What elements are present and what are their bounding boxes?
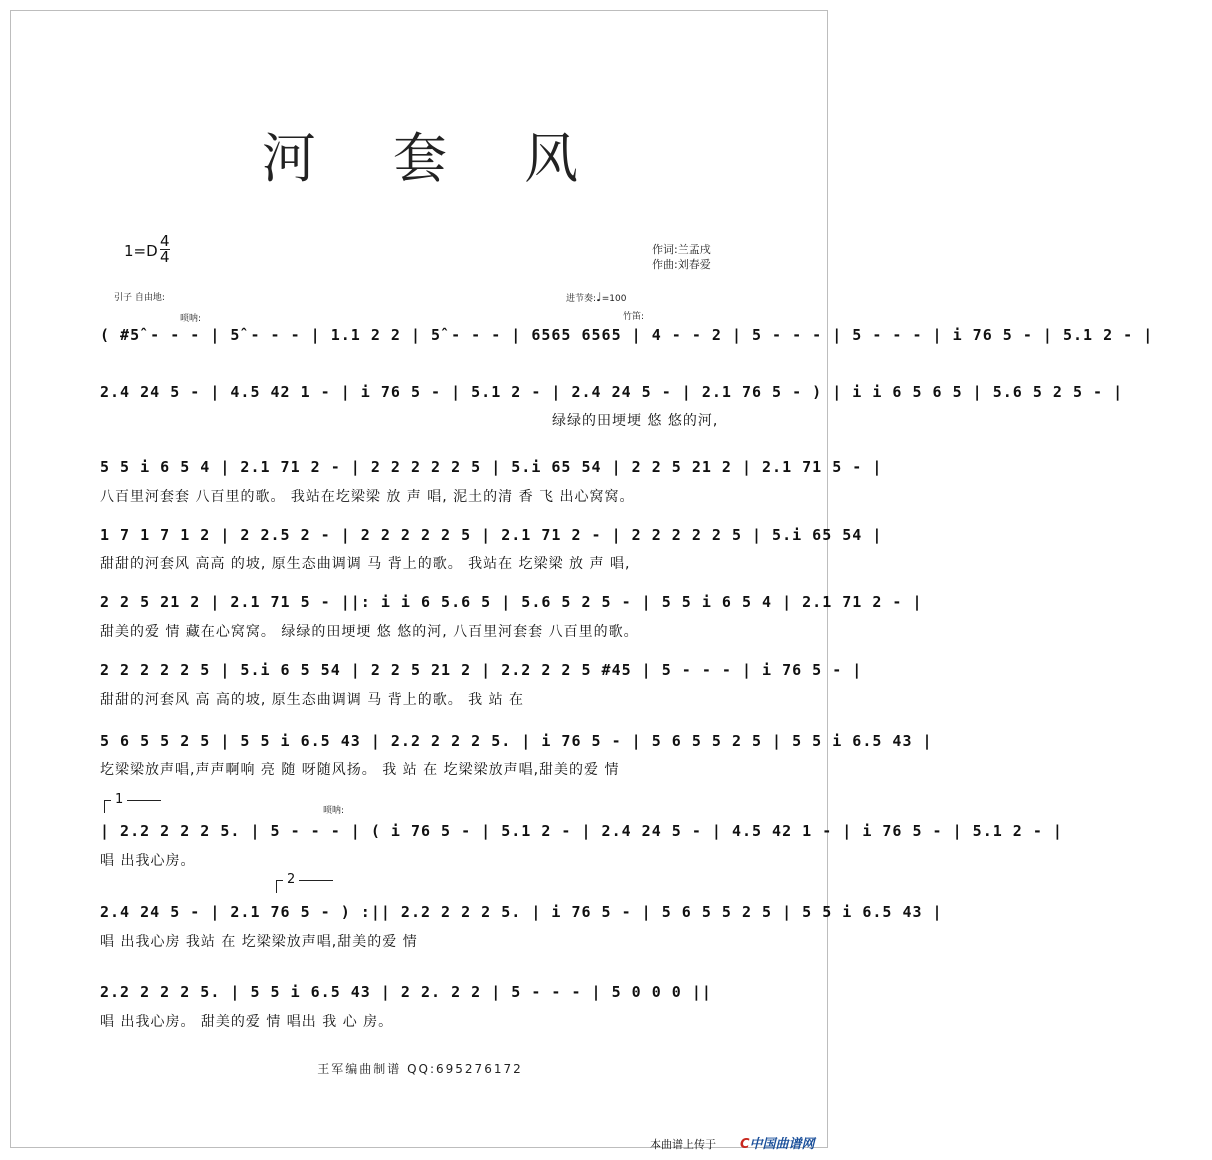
lyric-row-4: 甜甜的河套风 高高 的坡, 原生态曲调调 马 背上的歌。 我站在 圪梁梁 放 声 唱, <box>100 556 631 572</box>
site-logo[interactable] <box>740 1133 815 1152</box>
volta-2-bracket <box>276 872 333 893</box>
lyricist-credit: 作词:兰孟戌 <box>652 243 711 256</box>
volta-2-label: 2 <box>283 872 299 887</box>
notation-row-7: 5 6 5 5 2 5 | 5 5 i 6.5 43 | 2.2 2 2 2 5. | i 76 5 - | 5 6 5 5 2 5 | 5 5 i 6.5 43 | <box>100 732 933 750</box>
lyric-row-8: 唱 出我心房。 <box>100 853 196 869</box>
arranger-footer: 王军编曲制谱 QQ:695276172 <box>317 1062 523 1076</box>
tempo-text: 进节奏: <box>566 294 597 304</box>
notation-row-2: 2.4 24 5 - | 4.5 42 1 - | i 76 5 - | 5.1 2 - | 2.4 24 5 - | 2.1 76 5 - ) | i i 6 5 6 5 | 5.6 5 2 5 - | <box>100 383 1124 401</box>
lyric-row-10: 唱 出我心房。 甜美的爱 情 唱出 我 心 房。 <box>100 1014 394 1030</box>
notation-row-4: 1 7 1 7 1 2 | 2 2.5 2 - | 2 2 2 2 2 5 | 2.1 71 2 - | 2 2 2 2 2 5 | 5.i 65 54 | <box>100 526 883 544</box>
time-signature-top: 4 <box>160 232 170 250</box>
composer-credit: 作曲:刘春爱 <box>652 258 711 271</box>
tempo-value: =100 <box>601 294 627 304</box>
lyric-row-5: 甜美的爱 情 藏在心窝窝。 绿绿的田埂埂 悠 悠的河, 八百里河套套 八百里的歌。 <box>100 624 639 640</box>
notation-row-1: ( #5̂ - - - | 5̂ - - - | 1.1 2 2 | 5̂ - - - | 6565 6565 | 4 - - 2 | 5 - - - | 5 - - - | i 76 5 - | 5.1 2 - | <box>100 326 1154 344</box>
lyric-row-7: 圪梁梁放声唱,声声啊响 亮 随 呀随风扬。 我 站 在 圪梁梁放声唱,甜美的爱 情 <box>100 762 620 778</box>
suona-label-2: 唢呐: <box>323 806 345 816</box>
lyric-row-3: 八百里河套套 八百里的歌。 我站在圪梁梁 放 声 唱, 泥土的清 香 飞 出心窝窝。 <box>100 489 635 505</box>
song-title: 河 套 风 <box>261 127 609 190</box>
tempo-label <box>566 290 626 304</box>
suona-label: 唢呐: <box>180 314 202 324</box>
time-signature <box>160 234 170 265</box>
volta-1-bracket <box>104 792 161 813</box>
site-name: 中国曲谱网 <box>749 1137 815 1152</box>
intro-label: 引子 自由地: <box>114 293 165 303</box>
site-logo-icon: C <box>740 1137 750 1152</box>
lyric-row-9: 唱 出我心房 我站 在 圪梁梁放声唱,甜美的爱 情 <box>100 934 418 950</box>
notation-row-3: 5 5 i 6 5 4 | 2.1 71 2 - | 2 2 2 2 2 5 | 5.i 65 54 | 2 2 5 21 2 | 2.1 71 5 - | <box>100 458 883 476</box>
lyric-row-6: 甜甜的河套风 高 高的坡, 原生态曲调调 马 背上的歌。 我 站 在 <box>100 692 525 708</box>
notation-row-6: 2 2 2 2 2 5 | 5.i 6 5 54 | 2 2 5 21 2 | 2.2 2 2 5 #45 | 5 - - - | i 76 5 - | <box>100 661 863 679</box>
time-signature-bottom: 4 <box>160 248 170 266</box>
bamboo-flute-label: 竹笛: <box>623 312 645 322</box>
quarter-note-icon: ♩ <box>596 290 602 304</box>
volta-1-label: 1 <box>111 792 127 807</box>
notation-row-10: 2.2 2 2 2 5. | 5 5 i 6.5 43 | 2 2. 2 2 | 5 - - - | 5 0 0 0 || <box>100 983 712 1001</box>
notation-row-5: 2 2 5 21 2 | 2.1 71 5 - ||: i i 6 5.6 5 | 5.6 5 2 5 - | 5 5 i 6 5 4 | 2.1 71 2 - | <box>100 593 923 611</box>
notation-row-8: | 2.2 2 2 2 5. | 5 - - - | ( i 76 5 - | 5.1 2 - | 2.4 24 5 - | 4.5 42 1 - | i 76 5 - | 5.1 2 - | <box>100 822 1063 840</box>
upload-notice: 本曲谱上传于 <box>650 1138 716 1151</box>
lyric-row-2: 绿绿的田埂埂 悠 悠的河, <box>552 413 719 429</box>
key-signature: 1=D <box>124 242 158 260</box>
notation-row-9: 2.4 24 5 - | 2.1 76 5 - ) :|| 2.2 2 2 2 5. | i 76 5 - | 5 6 5 5 2 5 | 5 5 i 6.5 43 | <box>100 903 943 921</box>
